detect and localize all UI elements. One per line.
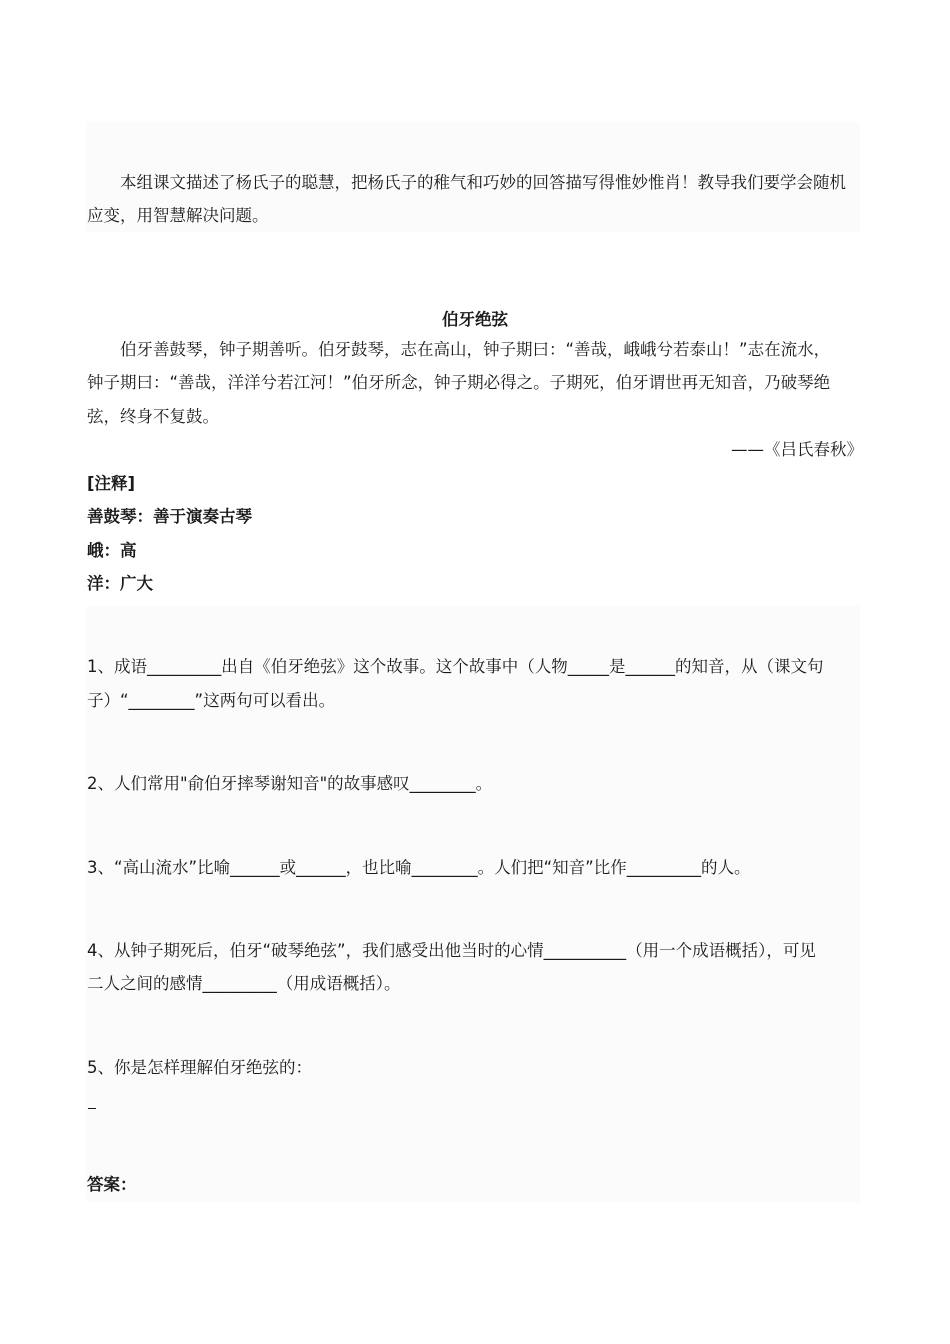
notes-header: [注释] (87, 474, 136, 493)
summary-line-2: 应变，用智慧解决问题。 (87, 206, 269, 225)
passage-title: 伯牙绝弦 (442, 310, 508, 329)
question-2: 2、人们常用"俞伯牙摔琴谢知音"的故事感叹________。 (87, 774, 493, 793)
passage-line-3: 弦，终身不复鼓。 (87, 407, 219, 426)
question-5: 5、你是怎样理解伯牙绝弦的： (87, 1058, 312, 1077)
note-item: 峨：高 (87, 541, 137, 560)
answer-blank-line (88, 1108, 96, 1109)
note-item: 善鼓琴：善于演奏古琴 (87, 507, 252, 526)
question-1-line-1: 1、成语_________出自《伯牙绝弦》这个故事。这个故事中（人物_____是______的知音，从（课文句 (87, 657, 824, 676)
question-3: 3、“高山流水”比喻______或______，也比喻________。人们把“知音”比作_________的人。 (87, 858, 751, 877)
question-4-line-2: 二人之间的感情_________（用成语概括）。 (87, 974, 401, 993)
passage-source: ——《吕氏春秋》 (731, 440, 863, 459)
passage-line-2: 钟子期曰：“善哉，洋洋兮若江河！”伯牙所念，钟子期必得之。子期死，伯牙谓世再无知音，乃破琴绝 (87, 373, 831, 392)
summary-line-1: 本组课文描述了杨氏子的聪慧，把杨氏子的稚气和巧妙的回答描写得惟妙惟肖！教导我们要学会随机 (120, 173, 846, 192)
note-item: 洋：广大 (87, 574, 153, 593)
question-1-line-2: 子）“________”这两句可以看出。 (87, 691, 336, 710)
passage-line-1: 伯牙善鼓琴，钟子期善听。伯牙鼓琴，志在高山，钟子期曰：“善哉，峨峨兮若泰山！”志在流水， (120, 340, 831, 359)
answer-label: 答案： (87, 1175, 137, 1194)
question-4-line-1: 4、从钟子期死后，伯牙“破琴绝弦”，我们感受出他当时的心情__________（用一个成语概括），可见 (87, 941, 816, 960)
